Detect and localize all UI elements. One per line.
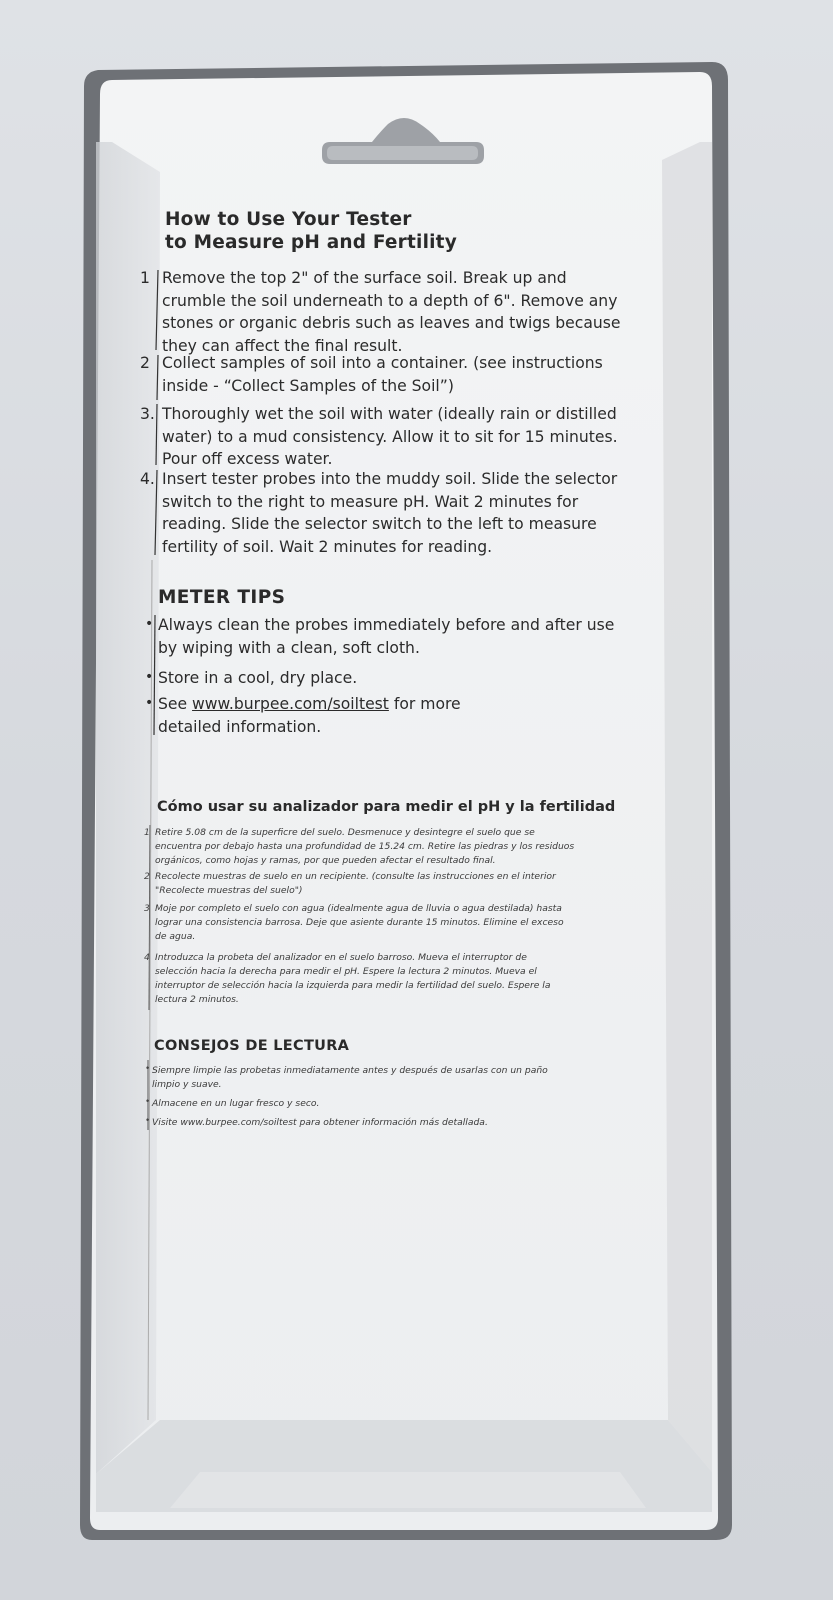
step-number-1: 1 xyxy=(140,269,150,287)
tip-line: by wiping with a clean, soft cloth. xyxy=(158,638,420,657)
step-3 xyxy=(162,403,672,471)
tip-1 xyxy=(158,614,678,659)
tip-3 xyxy=(158,693,678,738)
es-tip-line: Almacene en un lugar fresco y seco. xyxy=(152,1098,320,1109)
es-step-line: encuentra por debajo hasta una profundidad de 15.24 cm. Retire las piedras y los residuos xyxy=(155,841,575,852)
title-line-2: to Measure pH and Fertility xyxy=(165,232,457,253)
step-line: Insert tester probes into the muddy soil. Slide the selector xyxy=(162,470,618,488)
step-line: reading. Slide the selector switch to the left to measure xyxy=(162,515,597,533)
tip-line-1 xyxy=(158,693,678,716)
tip-line-2: detailed information. xyxy=(158,717,322,736)
es-tip-line: Siempre limpie las probetas inmediatamente antes y después de usarlas con un paño xyxy=(152,1065,548,1076)
es-tip-bullet: • xyxy=(145,1097,151,1107)
es-step-line: "Recolecte muestras del suelo") xyxy=(155,885,303,896)
spanish-title: Cómo usar su analizador para medir el pH y la fertilidad xyxy=(157,799,616,815)
es-tip-1 xyxy=(152,1064,652,1092)
step-line: crumble the soil underneath to a depth of 6". Remove any xyxy=(162,291,618,310)
es-step-line: de agua. xyxy=(155,931,196,942)
es-step-4 xyxy=(155,951,670,1007)
step-line: switch to the right to measure pH. Wait 2 minutes for xyxy=(162,492,579,511)
es-tip-bullet: • xyxy=(145,1064,151,1074)
es-step-2 xyxy=(155,870,670,898)
es-tip-line: limpio y suave. xyxy=(152,1079,222,1090)
es-step-line: Introduzca la probeta del analizador en el suelo barroso. Mueva el interruptor de xyxy=(155,952,527,963)
es-tip-3 xyxy=(152,1116,652,1130)
tip-bullet: • xyxy=(145,669,154,685)
english-title xyxy=(165,208,457,254)
es-step-line: Recolecte muestras de suelo en un recipiente. (consulte las instrucciones en el interior xyxy=(155,871,556,882)
soiltest-link[interactable]: www.burpee.com/soiltest xyxy=(192,695,389,713)
step-line: Remove the top 2" of the surface soil. Break up and xyxy=(162,269,567,287)
es-step-number-2: 2 xyxy=(144,871,150,882)
step-number-4: 4. xyxy=(140,470,155,488)
title-line-1: How to Use Your Tester xyxy=(165,209,412,230)
es-tip-bullet: • xyxy=(145,1116,151,1126)
step-line: inside - “Collect Samples of the Soil”) xyxy=(162,376,454,395)
es-step-number-1: 1 xyxy=(144,827,150,838)
tip-bullet: • xyxy=(145,616,154,632)
es-step-1 xyxy=(155,826,670,868)
es-step-line: Moje por completo el suelo con agua (idealmente agua de lluvia o agua destilada) hasta xyxy=(155,903,562,914)
step-line: stones or organic debris such as leaves and twigs because xyxy=(162,314,621,332)
step-line: Pour off excess water. xyxy=(162,450,333,468)
es-step-line: lectura 2 minutos. xyxy=(155,994,239,1005)
spanish-tips-title: CONSEJOS DE LECTURA xyxy=(154,1038,350,1054)
es-step-line: interruptor de selección hacia la izquierda para medir la fertilidad del suelo. Espere la xyxy=(155,980,551,991)
es-step-number-3: 3 xyxy=(144,903,150,914)
es-step-line: orgánicos, como hojas y ramas, por que pueden afectar el resultado final. xyxy=(155,855,496,866)
tip-2 xyxy=(158,667,678,690)
step-line: Collect samples of soil into a container. (see instructions xyxy=(162,354,603,372)
tip-bullet: • xyxy=(145,695,154,711)
tip3-prefix: See xyxy=(158,695,193,713)
tip-line: Store in a cool, dry place. xyxy=(158,669,358,687)
tip3-suffix: for more xyxy=(388,695,461,713)
step-line: they can affect the final result. xyxy=(162,336,403,355)
step-1 xyxy=(162,267,672,357)
es-step-line: Retire 5.08 cm de la superficre del suelo. Desmenuce y desintegre el suelo que se xyxy=(155,827,535,838)
tip-line: Always clean the probes immediately before and after use xyxy=(158,616,615,634)
es-step-line: selección hacia la derecha para medir el pH. Espere la lectura 2 minutos. Mueva el xyxy=(155,966,537,977)
step-number-3: 3. xyxy=(140,405,155,423)
es-step-line: lograr una consistencia barrosa. Deje que asiente durante 15 minutos. Elimine el exceso xyxy=(155,917,564,928)
step-2 xyxy=(162,352,672,397)
step-line: fertility of soil. Wait 2 minutes for reading. xyxy=(162,537,493,556)
step-4 xyxy=(162,468,672,558)
step-line: Thoroughly wet the soil with water (ideally rain or distilled xyxy=(162,405,617,423)
step-number-2: 2 xyxy=(140,354,150,372)
es-step-3 xyxy=(155,902,670,944)
meter-tips-title: METER TIPS xyxy=(158,587,286,608)
es-step-number-4: 4 xyxy=(144,952,150,963)
step-line: water) to a mud consistency. Allow it to sit for 15 minutes. xyxy=(162,427,618,446)
es-tip-line: Visite www.burpee.com/soiltest para obtener información más detallada. xyxy=(152,1117,488,1128)
es-tip-2 xyxy=(152,1097,652,1111)
